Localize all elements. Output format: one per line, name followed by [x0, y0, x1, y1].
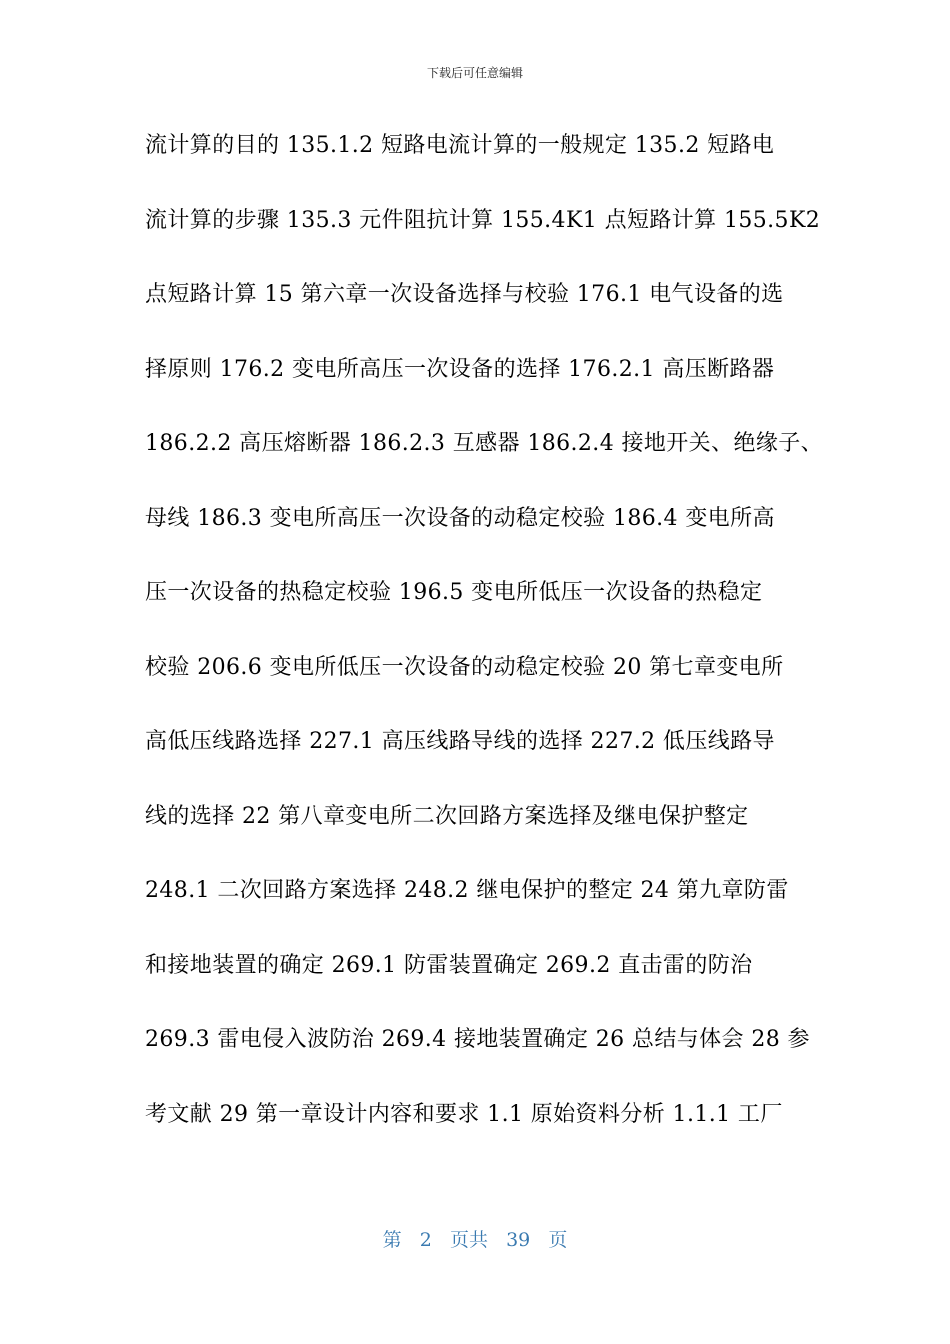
- total-pages-number: 39: [506, 1229, 531, 1251]
- page-header-note: 下载后可任意编辑: [426, 66, 523, 80]
- page-middle: 页共: [449, 1229, 488, 1251]
- text-line: 高低压线路选择 227.1 高压线路导线的选择 227.2 低压线路导: [145, 729, 775, 754]
- text-line: 流计算的步骤 135.3 元件阻抗计算 155.4K1 点短路计算 155.5K2: [145, 207, 821, 233]
- text-line: 186.2.2 高压熔断器 186.2.3 互感器 186.2.4 接地开关、绝缘子、: [145, 431, 824, 456]
- body-text: [145, 126, 835, 1169]
- text-line: 择原则 176.2 变电所高压一次设备的选择 176.2.1 高压断路器: [145, 356, 775, 382]
- text-line: 269.3 雷电侵入波防治 269.4 接地装置确定 26 总结与体会 28 参: [145, 1027, 810, 1052]
- text-line: 校验 206.6 变电所低压一次设备的动稳定校验 20 第七章变电所: [145, 654, 784, 680]
- text-line: 248.1 二次回路方案选择 248.2 继电保护的整定 24 第九章防雷: [145, 878, 789, 903]
- text-line: 和接地装置的确定 269.1 防雷装置确定 269.2 直击雷的防治: [145, 952, 753, 978]
- text-line: 考文献 29 第一章设计内容和要求 1.1 原始资料分析 1.1.1 工厂: [145, 1101, 783, 1127]
- text-line: 流计算的目的 135.1.2 短路电流计算的一般规定 135.2 短路电: [145, 133, 775, 158]
- text-line: 压一次设备的热稳定校验 196.5 变电所低压一次设备的热稳定: [145, 580, 763, 605]
- page-number-footer: [0, 1225, 950, 1252]
- text-line: 点短路计算 15 第六章一次设备选择与校验 176.1 电气设备的选: [145, 282, 784, 307]
- page-suffix: 页: [548, 1229, 568, 1251]
- page-prefix: 第: [382, 1229, 402, 1251]
- text-line: 线的选择 22 第八章变电所二次回路方案选择及继电保护整定: [145, 803, 749, 829]
- text-line: 母线 186.3 变电所高压一次设备的动稳定校验 186.4 变电所高: [145, 505, 775, 531]
- current-page-number: 2: [419, 1229, 432, 1251]
